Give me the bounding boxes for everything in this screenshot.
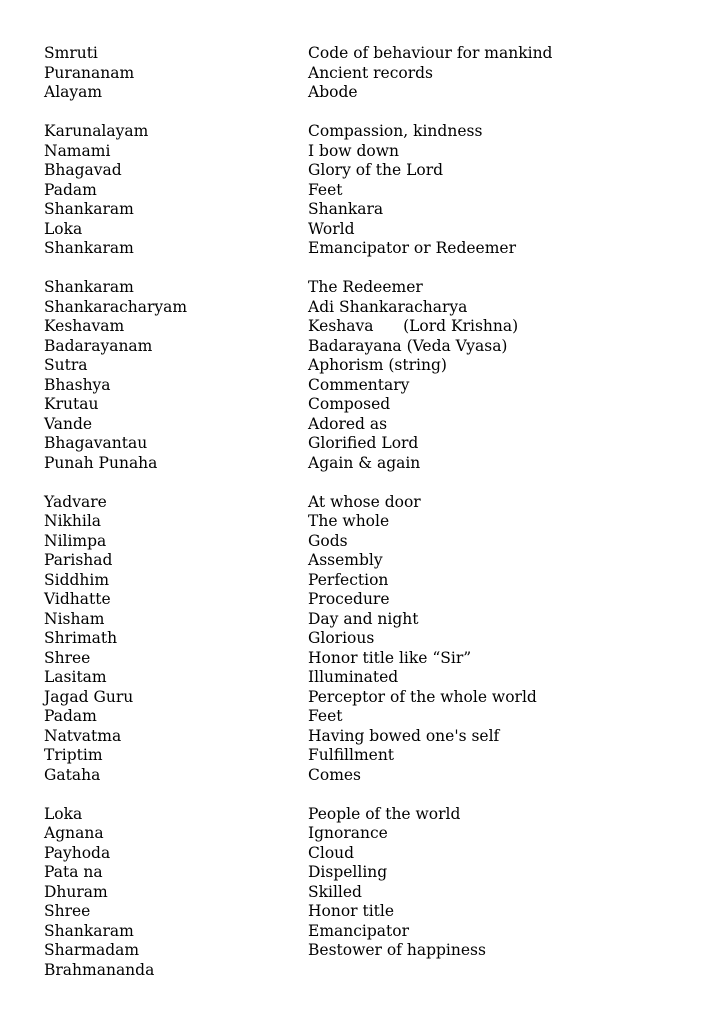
glossary-row (44, 941, 704, 961)
term-meaning: Adi Shankaracharya (308, 297, 468, 316)
term-meaning: Commentary (308, 375, 410, 394)
term-meaning: I bow down (308, 141, 400, 160)
glossary-row (44, 44, 704, 64)
term-meaning: Perceptor of the whole world (308, 687, 537, 706)
glossary-row (44, 532, 704, 552)
term-meaning: Perfection (308, 570, 389, 589)
glossary-row (44, 64, 704, 84)
term-meaning: Emancipator or Redeemer (308, 239, 516, 257)
sanskrit-term: Parishad (44, 551, 113, 569)
glossary-row (44, 688, 704, 708)
term-meaning: Badarayana (Veda Vyasa) (308, 336, 508, 355)
sanskrit-term: Shankaram (44, 278, 134, 296)
sanskrit-term: Jagad Guru (44, 687, 134, 706)
term-meaning: Composed (308, 395, 391, 413)
sanskrit-term: Natvatma (44, 726, 122, 745)
term-meaning: Glorified Lord (308, 434, 419, 452)
term-meaning: Glorious (308, 629, 375, 647)
term-meaning: Bestower of happiness (308, 941, 486, 959)
sanskrit-term: Bhagavantau (44, 434, 148, 452)
glossary-row (44, 610, 704, 630)
glossary-row (44, 746, 704, 766)
sanskrit-term: Shankaram (44, 200, 134, 218)
glossary-row (44, 922, 704, 942)
sanskrit-term: Punah Punaha (44, 453, 158, 472)
sanskrit-term: Vande (44, 414, 93, 433)
glossary-row (44, 805, 704, 825)
glossary-row (44, 376, 704, 396)
term-meaning: People of the world (308, 804, 461, 823)
term-meaning: Fulfillment (308, 746, 395, 764)
sanskrit-term: Triptim (44, 746, 103, 764)
sanskrit-term: Shankaram (44, 239, 134, 257)
term-meaning: At whose door (308, 492, 421, 511)
term-meaning: Illuminated (308, 668, 399, 686)
glossary-row (44, 220, 704, 240)
term-meaning: Gods (308, 531, 348, 550)
glossary-row (44, 961, 704, 981)
glossary-row (44, 551, 704, 571)
term-meaning: Assembly (308, 551, 383, 569)
sanskrit-term: Payhoda (44, 843, 111, 862)
sanskrit-term: Gataha (44, 765, 101, 784)
term-meaning: Having bowed one's self (308, 726, 500, 745)
sanskrit-term: Pata na (44, 863, 103, 881)
term-meaning: Feet (308, 180, 343, 199)
glossary-row (44, 512, 704, 532)
term-meaning: Emancipator (308, 921, 410, 940)
glossary-row (44, 298, 704, 318)
sanskrit-term: Shree (44, 648, 91, 667)
glossary-row (44, 161, 704, 181)
glossary-group (44, 44, 704, 103)
term-meaning: Honor title (308, 902, 395, 920)
glossary-row (44, 707, 704, 727)
term-meaning: Procedure (308, 590, 390, 608)
glossary-row (44, 668, 704, 688)
glossary-row (44, 902, 704, 922)
glossary-row (44, 727, 704, 747)
sanskrit-term: Lasitam (44, 668, 107, 686)
sanskrit-term: Nisham (44, 609, 105, 628)
glossary-row (44, 629, 704, 649)
glossary-row (44, 493, 704, 513)
sanskrit-term: Bhashya (44, 375, 111, 394)
glossary-row (44, 239, 704, 259)
glossary-group (44, 805, 704, 981)
term-meaning: Feet (308, 707, 343, 725)
sanskrit-term: Purananam (44, 63, 135, 82)
sanskrit-term: Sutra (44, 356, 88, 374)
glossary-row (44, 571, 704, 591)
sanskrit-term: Shrimath (44, 629, 118, 647)
term-meaning: World (308, 219, 355, 238)
glossary-group (44, 278, 704, 473)
sanskrit-term: Loka (44, 219, 83, 238)
glossary-row (44, 122, 704, 142)
glossary-group (44, 122, 704, 259)
term-meaning: Aphorism (string) (308, 356, 447, 374)
sanskrit-term: Smruti (44, 44, 98, 62)
term-meaning: Cloud (308, 843, 355, 862)
glossary-row (44, 278, 704, 298)
glossary-row (44, 590, 704, 610)
glossary-row (44, 142, 704, 162)
sanskrit-term: Sharmadam (44, 941, 140, 959)
sanskrit-term: Siddhim (44, 570, 110, 589)
glossary-row (44, 415, 704, 435)
sanskrit-term: Karunalayam (44, 122, 149, 140)
glossary-row (44, 883, 704, 903)
glossary-row (44, 649, 704, 669)
term-meaning: Code of behaviour for mankind (308, 44, 553, 62)
sanskrit-term: Loka (44, 804, 83, 823)
sanskrit-term: Badarayanam (44, 336, 153, 355)
glossary-row (44, 766, 704, 786)
sanskrit-term: Keshavam (44, 317, 125, 335)
glossary-row (44, 83, 704, 103)
glossary-group (44, 493, 704, 786)
sanskrit-term: Alayam (44, 83, 103, 101)
glossary-row (44, 434, 704, 454)
glossary-row (44, 395, 704, 415)
term-meaning: Shankara (308, 200, 384, 218)
sanskrit-term: Nilimpa (44, 531, 107, 550)
sanskrit-term: Padam (44, 180, 97, 199)
glossary-table (44, 44, 704, 1000)
term-meaning: Dispelling (308, 863, 388, 881)
glossary-row (44, 824, 704, 844)
term-meaning: The whole (308, 512, 390, 530)
term-meaning: Comes (308, 765, 362, 784)
term-meaning: Keshava (Lord Krishna) (308, 317, 519, 335)
glossary-row (44, 181, 704, 201)
term-meaning: Adored as (308, 414, 388, 433)
glossary-row (44, 337, 704, 357)
term-meaning: Honor title like “Sir” (308, 648, 472, 667)
sanskrit-term: Nikhila (44, 512, 102, 530)
sanskrit-term: Krutau (44, 395, 99, 413)
term-meaning: Day and night (308, 609, 419, 628)
glossary-row (44, 356, 704, 376)
term-meaning: Again & again (308, 453, 421, 472)
sanskrit-term: Shankaram (44, 921, 134, 940)
glossary-row (44, 200, 704, 220)
sanskrit-term: Shree (44, 902, 91, 920)
sanskrit-term: Namami (44, 141, 111, 160)
sanskrit-term: Brahmananda (44, 960, 155, 979)
sanskrit-term: Vidhatte (44, 590, 111, 608)
sanskrit-term: Agnana (44, 824, 104, 842)
term-meaning: Skilled (308, 882, 362, 901)
sanskrit-term: Shankaracharyam (44, 297, 188, 316)
term-meaning: Compassion, kindness (308, 122, 483, 140)
glossary-row (44, 844, 704, 864)
term-meaning (308, 961, 704, 981)
term-meaning: Glory of the Lord (308, 161, 444, 179)
sanskrit-term: Dhuram (44, 882, 108, 901)
sanskrit-term: Bhagavad (44, 161, 122, 179)
term-meaning: Ignorance (308, 824, 388, 842)
glossary-row (44, 863, 704, 883)
glossary-row (44, 317, 704, 337)
term-meaning: The Redeemer (308, 278, 423, 296)
glossary-row (44, 454, 704, 474)
sanskrit-term: Yadvare (44, 492, 107, 511)
term-meaning: Ancient records (308, 63, 434, 82)
sanskrit-term: Padam (44, 707, 97, 725)
term-meaning: Abode (308, 83, 358, 101)
